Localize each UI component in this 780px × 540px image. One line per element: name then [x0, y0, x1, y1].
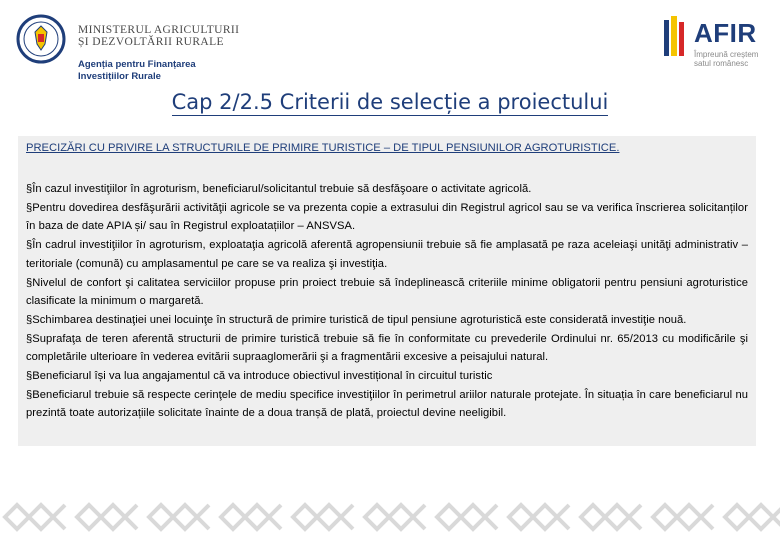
romania-coat-of-arms-icon — [16, 14, 66, 64]
content-box — [18, 136, 756, 446]
list-item: §În cadrul investiţiilor în agroturism, exploataţia agricolă aferentă agropensiunii trebuie să fie amplasată pe raza aceleiaşi unităţi administrativ – teritoriale (comună) cu amplasamentul pe care se va realiza şi investiţia. — [26, 239, 748, 270]
page-title-text: Cap 2/2.5 Criterii de selecție a proiectului — [171, 90, 609, 114]
motif-segment — [581, 505, 641, 529]
list-item: §Nivelul de confort şi calitatea serviciilor propuse prin proiect trebuie să îndeplinească criteriile minime obligatorii pentru pensiuni agroturistice clasificate la minimum o margaretă. — [26, 276, 748, 308]
motif-segment — [77, 505, 137, 529]
motif-segment — [5, 505, 65, 529]
motif-segment — [509, 505, 569, 529]
list-item: §Suprafaţa de teren aferentă structurii de primire turistică trebuie să fie în conformitate cu prevederile Ordinului nr. 65/2013 cu modificările şi completările ulterioare în vederea evitării supraaglomerării şi a fragmentării excesive a peisajului natural. — [26, 332, 748, 364]
motif-segment — [221, 505, 281, 529]
motif-segment — [725, 505, 780, 529]
afir-logo — [662, 14, 772, 74]
traditional-motif-pattern-icon — [0, 494, 780, 540]
motif-segment — [149, 505, 209, 529]
agency-line-2: Investițiilor Rurale — [78, 71, 161, 82]
afir-wordmark: AFIR — [694, 18, 757, 48]
list-item: §Pentru dovedirea desfăşurării activităţii agricole se va prezenta copie a extrasului din Registrul agricol sau se va verifica înscrierea solicitanților în baza de date APIA și/ sau în Registrul exploatațiilor – ANSVSA. — [26, 201, 748, 233]
page-title — [0, 90, 780, 114]
list-item: §Beneficiarul trebuie să respecte cerinţele de mediu specifice investiţiilor în perimetrul ariilor naturale protejate. În situația în care beneficiarul nu prezintă toate autorizațiile solicitate înainte de a doua tranșă de plată, proiectul devine neeligibil. — [26, 388, 748, 420]
section-heading: PRECIZĂRI CU PRIVIRE LA STRUCTURILE DE PRIMIRE TURISTICE – DE TIPUL PENSIUNILOR AGROTURISTICE. — [26, 142, 620, 154]
ministry-line-1: MINISTERUL AGRICULTURII — [78, 24, 240, 36]
list-item: §Schimbarea destinaţiei unei locuinţe în structură de primire turistică de tipul pensiune agroturistică este considerată investiţie nouă. — [26, 313, 687, 326]
list-item: §În cazul investiţiilor în agroturism, beneficiarul/solicitantul trebuie să desfăşoare o activitate agricolă. — [26, 183, 532, 195]
agency-name — [78, 59, 196, 83]
afir-tagline: Împreună creștem satul românesc — [694, 50, 759, 68]
motif-segment — [437, 505, 497, 529]
ministry-name — [78, 24, 239, 48]
list-item: §Beneficiarul își va lua angajamentul că va introduce obiectivul investițional în circuitul turistic — [26, 370, 493, 383]
motif-segment — [293, 505, 353, 529]
ministry-line-2: ȘI DEZVOLTĂRII RURALE — [78, 36, 224, 48]
motif-segment — [365, 505, 425, 529]
motif-segment — [653, 505, 713, 529]
agency-line-1: Agenția pentru Finanțarea — [78, 59, 196, 70]
header — [0, 0, 780, 90]
criteria-list — [26, 180, 748, 423]
afir-wheat-icon — [662, 14, 688, 60]
